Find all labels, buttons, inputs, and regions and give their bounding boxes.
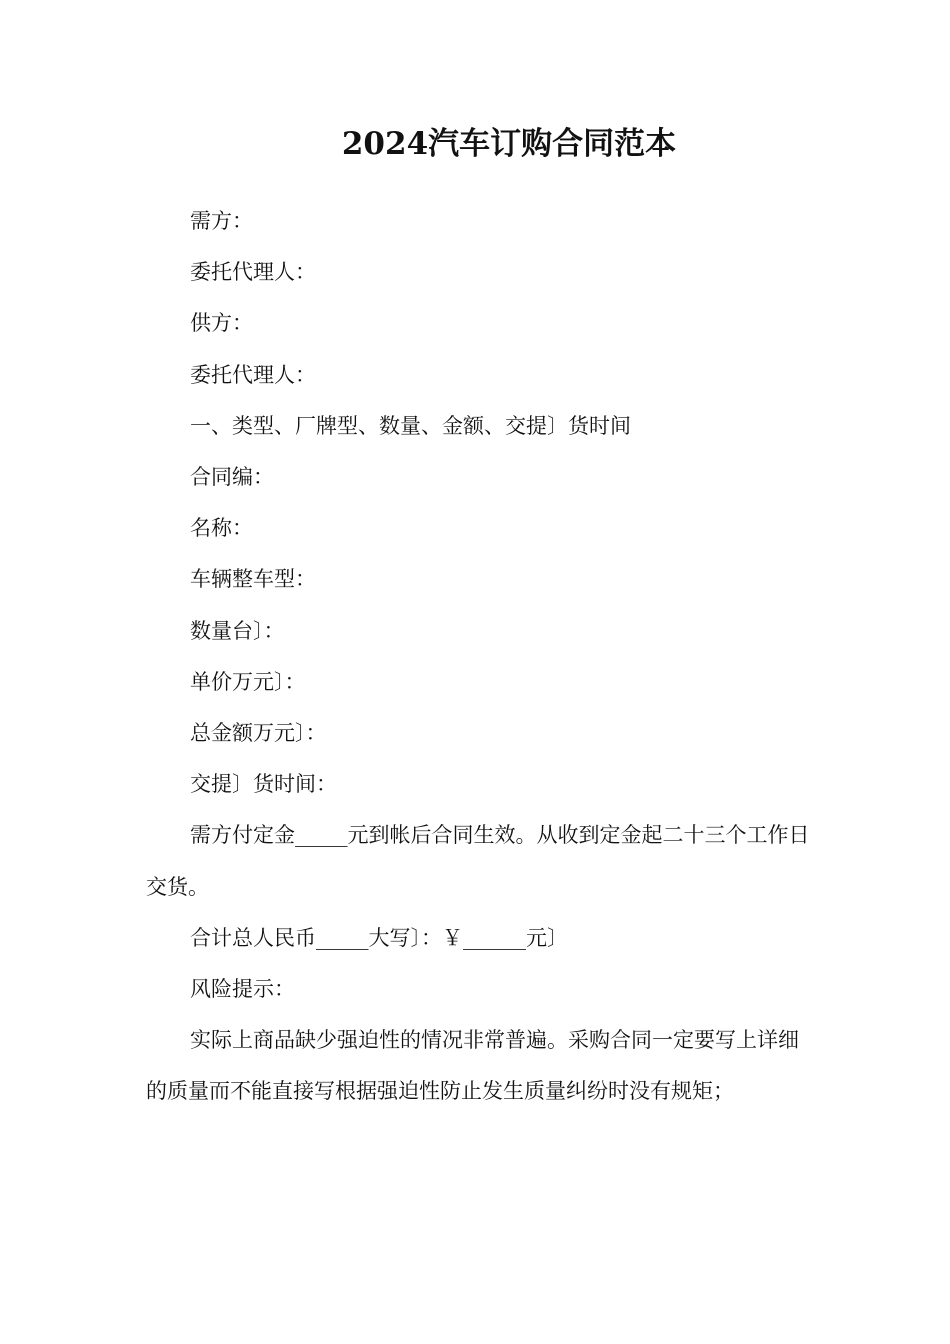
paragraph-buyer-agent: 委托代理人：: [190, 260, 316, 285]
paragraph-unit-price: 单价万元〕：: [190, 669, 306, 694]
document-title: 2024汽车订购合同范本: [341, 126, 677, 162]
paragraph-total-amount: 总金额万元〕：: [190, 721, 327, 746]
paragraph-risk-text: 实际上商品缺少强迫性的情况非常普遍。采购合同一定要写上详细的质量而不能直接写根据强迫性防止发生质量纠纷时没有规矩；: [146, 1028, 799, 1104]
paragraph-quantity: 数量台〕：: [190, 618, 285, 643]
paragraph-contract-number: 合同编：: [190, 465, 274, 490]
paragraph-deposit: 需方付定金_____元到帐后合同生效。从收到定金起二十三个工作日交货。: [146, 823, 810, 899]
paragraph-buyer: 需方：: [190, 209, 253, 233]
paragraph-name: 名称：: [190, 516, 253, 541]
paragraph-risk-heading: 风险提示：: [190, 977, 295, 1002]
paragraph-delivery-time: 交提〕货时间：: [190, 772, 337, 797]
document-body: [146, 196, 811, 1118]
paragraph-total-rmb: 合计总人民币_____大写〕：￥______元〕: [190, 925, 568, 950]
paragraph-vehicle-model: 车辆整车型：: [190, 567, 316, 592]
section-heading-1: 一、类型、厂牌型、数量、金额、交提〕货时间: [190, 413, 631, 438]
paragraph-supplier: 供方：: [190, 311, 253, 336]
paragraph-supplier-agent: 委托代理人：: [190, 362, 316, 387]
